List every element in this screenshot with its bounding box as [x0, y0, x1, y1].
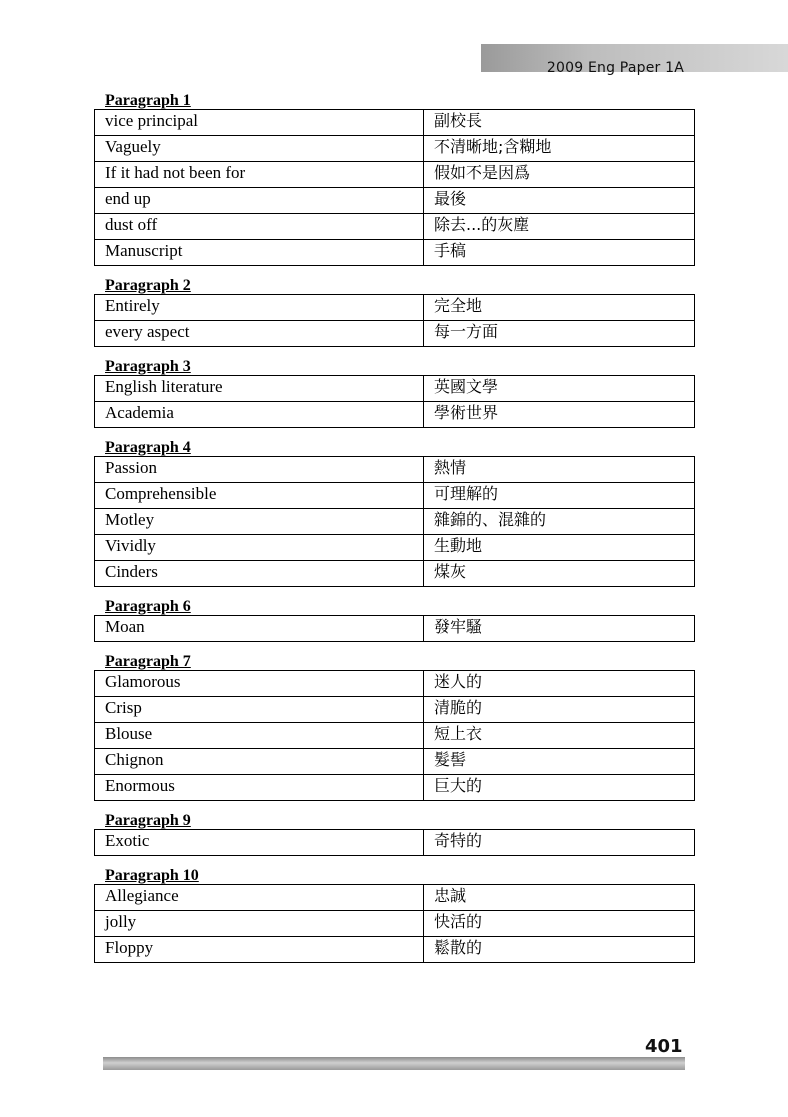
table-row: [95, 937, 695, 963]
table-row: [95, 535, 695, 561]
english-term: Enormous: [95, 775, 424, 801]
chinese-translation: 鬆散的: [424, 937, 695, 963]
paragraph-section: [94, 812, 695, 856]
table-row: [95, 561, 695, 587]
paragraph-title: Paragraph 3: [105, 358, 191, 375]
english-term: Passion: [95, 457, 424, 483]
vocabulary-table: [94, 456, 695, 587]
chinese-translation: 生動地: [424, 535, 695, 561]
vocabulary-sections: [94, 92, 695, 974]
paragraph-title: Paragraph 6: [105, 598, 191, 615]
paragraph-title: Paragraph 9: [105, 812, 191, 829]
chinese-translation: 短上衣: [424, 723, 695, 749]
paragraph-section: [94, 598, 695, 642]
chinese-translation: 迷人的: [424, 671, 695, 697]
english-term: Motley: [95, 509, 424, 535]
paragraph-section: [94, 439, 695, 587]
paragraph-section: [94, 358, 695, 428]
table-row: [95, 723, 695, 749]
paragraph-title: Paragraph 10: [105, 867, 199, 884]
table-row: [95, 162, 695, 188]
english-term: Comprehensible: [95, 483, 424, 509]
page-number: 401: [645, 1036, 683, 1057]
english-term: Blouse: [95, 723, 424, 749]
chinese-translation: 假如不是因爲: [424, 162, 695, 188]
chinese-translation: 完全地: [424, 295, 695, 321]
table-row: [95, 697, 695, 723]
paragraph-section: [94, 653, 695, 801]
chinese-translation: 副校長: [424, 110, 695, 136]
english-term: Vaguely: [95, 136, 424, 162]
table-row: [95, 509, 695, 535]
chinese-translation: 英國文學: [424, 376, 695, 402]
english-term: Glamorous: [95, 671, 424, 697]
english-term: vice principal: [95, 110, 424, 136]
english-term: Exotic: [95, 830, 424, 856]
table-row: [95, 136, 695, 162]
vocabulary-table: [94, 829, 695, 856]
table-row: [95, 110, 695, 136]
vocabulary-table: [94, 109, 695, 266]
paragraph-title: Paragraph 2: [105, 277, 191, 294]
vocabulary-table: [94, 294, 695, 347]
table-row: [95, 295, 695, 321]
chinese-translation: 不清晰地;含糊地: [424, 136, 695, 162]
english-term: Chignon: [95, 749, 424, 775]
chinese-translation: 雜錦的、混雜的: [424, 509, 695, 535]
table-row: [95, 483, 695, 509]
paragraph-section: [94, 92, 695, 266]
chinese-translation: 除去...的灰塵: [424, 214, 695, 240]
table-row: [95, 830, 695, 856]
english-term: Manuscript: [95, 240, 424, 266]
chinese-translation: 巨大的: [424, 775, 695, 801]
english-term: Crisp: [95, 697, 424, 723]
chinese-translation: 奇特的: [424, 830, 695, 856]
vocabulary-table: [94, 615, 695, 642]
english-term: jolly: [95, 911, 424, 937]
table-row: [95, 188, 695, 214]
paragraph-section: [94, 867, 695, 963]
vocabulary-table: [94, 670, 695, 801]
chinese-translation: 忠誠: [424, 885, 695, 911]
table-row: [95, 911, 695, 937]
english-term: Cinders: [95, 561, 424, 587]
english-term: Floppy: [95, 937, 424, 963]
english-term: Allegiance: [95, 885, 424, 911]
vocabulary-table: [94, 375, 695, 428]
english-term: end up: [95, 188, 424, 214]
chinese-translation: 髮髻: [424, 749, 695, 775]
english-term: dust off: [95, 214, 424, 240]
table-row: [95, 457, 695, 483]
english-term: Vividly: [95, 535, 424, 561]
paragraph-section: [94, 277, 695, 347]
english-term: Academia: [95, 402, 424, 428]
paragraph-title: Paragraph 4: [105, 439, 191, 456]
chinese-translation: 發牢騷: [424, 616, 695, 642]
table-row: [95, 376, 695, 402]
table-row: [95, 775, 695, 801]
english-term: every aspect: [95, 321, 424, 347]
english-term: If it had not been for: [95, 162, 424, 188]
english-term: English literature: [95, 376, 424, 402]
chinese-translation: 快活的: [424, 911, 695, 937]
table-row: [95, 214, 695, 240]
chinese-translation: 煤灰: [424, 561, 695, 587]
table-row: [95, 616, 695, 642]
chinese-translation: 每一方面: [424, 321, 695, 347]
english-term: Entirely: [95, 295, 424, 321]
table-row: [95, 671, 695, 697]
footer-bar: [103, 1057, 685, 1070]
table-row: [95, 402, 695, 428]
chinese-translation: 可理解的: [424, 483, 695, 509]
chinese-translation: 手稿: [424, 240, 695, 266]
chinese-translation: 最後: [424, 188, 695, 214]
vocabulary-table: [94, 884, 695, 963]
paragraph-title: Paragraph 1: [105, 92, 191, 109]
header-title: 2009 Eng Paper 1A: [546, 60, 684, 76]
chinese-translation: 清脆的: [424, 697, 695, 723]
table-row: [95, 240, 695, 266]
table-row: [95, 321, 695, 347]
table-row: [95, 885, 695, 911]
english-term: Moan: [95, 616, 424, 642]
chinese-translation: 熱情: [424, 457, 695, 483]
table-row: [95, 749, 695, 775]
paragraph-title: Paragraph 7: [105, 653, 191, 670]
chinese-translation: 學術世界: [424, 402, 695, 428]
